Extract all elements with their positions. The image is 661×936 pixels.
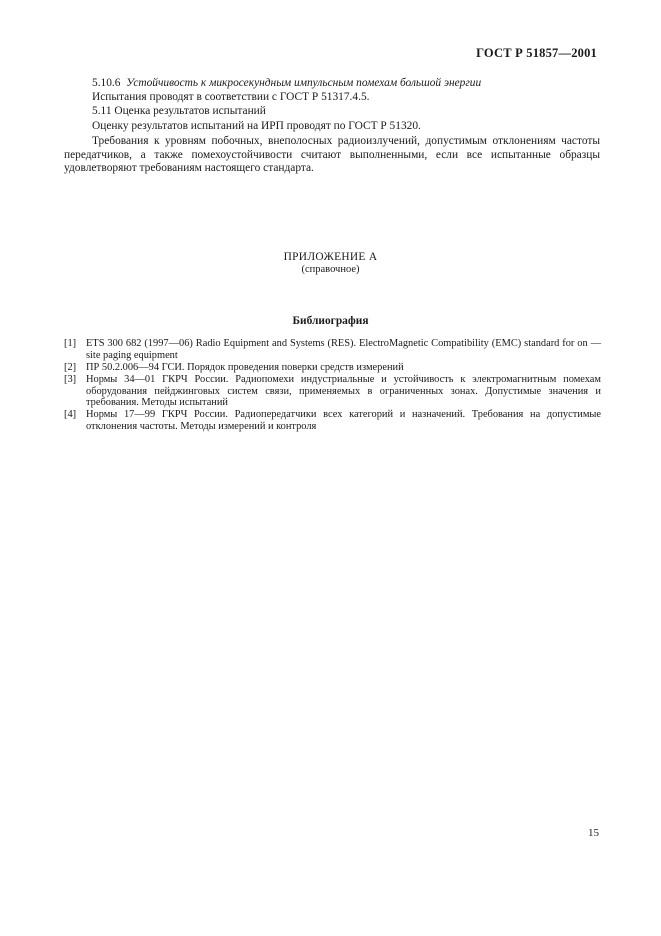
- page-number: 15: [588, 827, 599, 839]
- bibliography-item-text: Нормы 34—01 ГКРЧ России. Радиопомехи индустриальные и устойчивость к электромагнитным помехам оборудования пейджинговых систем связи, применяемых в ограниченных зонах. Допустимые значения и требования. Методы испытаний: [86, 374, 601, 409]
- bibliography-item-text: ETS 300 682 (1997—06) Radio Equipment and Systems (RES). ElectroMagnetic Compatibility (EMC) standard for on — site paging equipment: [86, 338, 601, 361]
- bibliography-item-number: [1]: [64, 338, 77, 349]
- appendix-subtitle: (справочное): [301, 264, 360, 275]
- bibliography-item-text: Нормы 17—99 ГКРЧ России. Радиопередатчики всех категорий и назначений. Требования на допустимые отклонения частоты. Методы измерений и контроля: [86, 409, 601, 432]
- appendix-title: ПРИЛОЖЕНИЕ А: [283, 251, 378, 263]
- clause-5-10-6-text: Испытания проводят в соответствии с ГОСТ Р 51317.4.5.: [92, 91, 370, 103]
- clause-5-11-text1: Оценку результатов испытаний на ИРП проводят по ГОСТ Р 51320.: [92, 120, 421, 132]
- bibliography-item-number: [2]: [64, 362, 77, 373]
- bibliography-item-number: [3]: [64, 374, 77, 385]
- clause-5-11-heading: 5.11 Оценка результатов испытаний: [92, 105, 266, 117]
- bibliography-title: Библиография: [292, 315, 369, 327]
- clause-title: Устойчивость к микросекундным импульсным помехам большой энергии: [126, 77, 482, 89]
- bibliography-item-number: [4]: [64, 409, 77, 420]
- clause-number: 5.10.6: [92, 77, 121, 89]
- bibliography-item-text: ПР 50.2.006—94 ГСИ. Порядок проведения поверки средств измерений: [86, 362, 404, 373]
- document-code: ГОСТ Р 51857—2001: [476, 46, 597, 60]
- clause-5-11-text2: Требования к уровням побочных, внеполосных радиоизлучений, допустимым отклонениям частоты передатчиков, а также помехоустойчивости считают выполненными, если все испытанные образцы удовлетворяют требованиям настоящего стандарта.: [64, 135, 600, 175]
- clause-5-10-6: [64, 77, 600, 91]
